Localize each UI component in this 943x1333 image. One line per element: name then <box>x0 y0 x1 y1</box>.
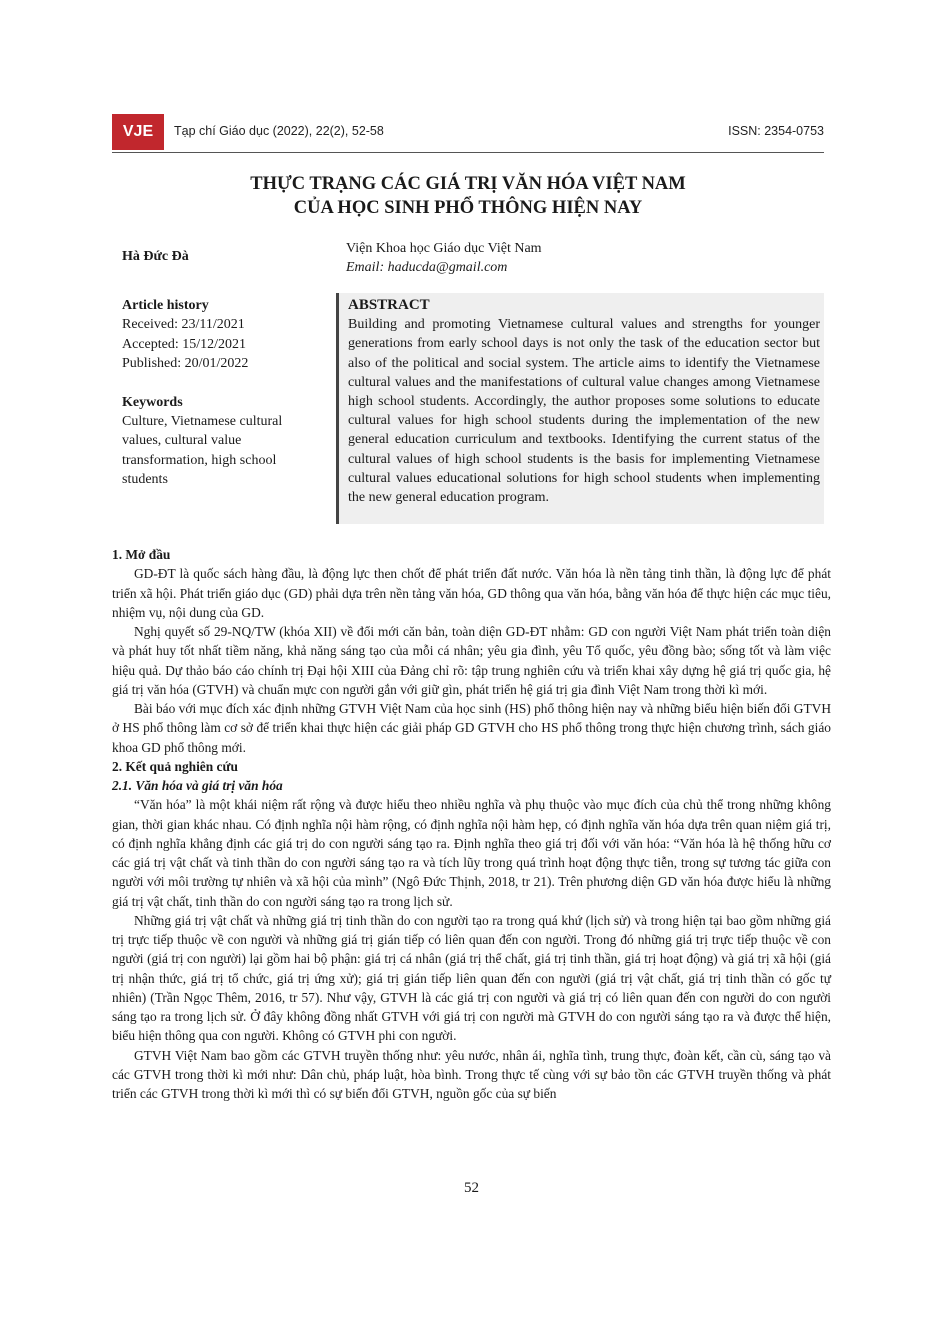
abstract-text: Building and promoting Vietnamese cultural values and strengths for younger generations from early school days is not only the task of the education sector but also of the political and social system. The article aims to identify the Vietnamese cultural values and the manifestations of cultural value changes among Vietnamese high school students. Accordingly, the author proposes some solutions to educate cultural values for high school students during the implementation of the new general education curriculum and textbooks. Identifying the current status of the cultural values of high school students is the basis for implementing Vietnamese cultural values educational solutions for high school students when implementing the new general education program. <box>348 317 820 506</box>
section-heading-1: 1. Mở đầu <box>112 547 171 562</box>
paragraph: GTVH Việt Nam bao gồm các GTVH truyền thống như: yêu nước, nhân ái, nghĩa tình, trung thực, đoàn kết, cần cù, sáng tạo và các GTVH trong thời kì mới như: Dân chủ, pháp luật, hòa bình. Trong thực tế cùng với sự bảo tồn các GTVH truyền thống và phát triển các GTVH trong thời kì mới thì có sự biến đổi GTVH, nguồn gốc của sự biến <box>112 1047 831 1101</box>
subsection-heading-2-1: 2.1. Văn hóa và giá trị văn hóa <box>112 778 283 793</box>
accepted-date: Accepted: 15/12/2021 <box>122 336 247 352</box>
author-email: Email: haducda@gmail.com <box>346 260 508 275</box>
title-line-1: THỰC TRẠNG CÁC GIÁ TRỊ VĂN HÓA VIỆT NAM <box>250 174 686 194</box>
page-header <box>112 114 824 153</box>
page-number: 52 <box>464 1180 479 1196</box>
article-title <box>112 172 824 220</box>
received-date: Received: 23/11/2021 <box>122 317 245 333</box>
abstract-box <box>336 293 824 524</box>
published-date: Published: 20/01/2022 <box>122 356 249 372</box>
paragraph: Những giá trị vật chất và những giá trị tinh thần do con người tạo ra trong quá khứ (lịch sử) và trong hiện tại bao gồm những giá trị trực tiếp thuộc về con người và những giá trị gián tiếp có liên quan đến con người. Trong đó những giá trị trực tiếp thuộc về con người (giá trị con người) lại gồm hai bộ phận: giá trị cá nhân (giá trị thể chất, giá trị tinh thần, giá trị hoạt động) và giá trị xã hội (giá trị nhận thức, giá trị tổ chức, giá trị ứng xử); giá trị gián tiếp liên quan đến con người (giá trị vật chất, giá trị tinh thần có gốc tự nhiên) (Trần Ngọc Thêm, 2016, tr 57). Như vậy, GTVH là các giá trị con người và giá trị có liên quan đến con người do con người sáng tạo ra trong lịch sử. Ở đây không đồng nhất GTVH với giá trị con người mà GTVH do con người sáng tạo ra và được thể hiện, biểu hiện thông qua con người. Không có GTVH phi con người. <box>112 912 831 1044</box>
journal-citation: Tạp chí Giáo dục (2022), 22(2), 52-58 <box>174 124 384 138</box>
keywords-text: Culture, Vietnamese cultural values, cultural value transformation, high school students <box>122 414 283 488</box>
paragraph: “Văn hóa” là một khái niệm rất rộng và được hiểu theo nhiều nghĩa và phụ thuộc vào mục đích của chủ thể trong những không gian, thời gian khác nhau. Có định nghĩa nội hàm rộng, có định nghĩa nội hàm hẹp, có định nghĩa văn hóa dựa trên quan niệm giá trị, có định nghĩa khẳng định các giá trị do con người sáng tạo ra. Định nghĩa theo giá trị đối với văn hóa: “Văn hóa là hệ thống hữu cơ các giá trị vật chất và tinh thần do con người sáng tạo ra và tích lũy trong quá trình hoạt động thực tiễn, trong sự tương tác giữa con người với môi trường tự nhiên và xã hội của mình” (Ngô Đức Thịnh, 2018, tr 21). Trên phương diện GD văn hóa được hiểu là những giá trị vật chất, tinh thần do con người sáng tạo ra trong lịch sử. <box>112 797 831 909</box>
paragraph: GD-ĐT là quốc sách hàng đầu, là động lực then chốt để phát triển đất nước. Văn hóa là nền tảng tinh thần, là động lực để phát triển xã hội. Phát triển giáo dục (GD) phải dựa trên nền tảng văn hóa, GD thông qua văn hóa, bằng văn hóa để thực hiện các mục tiêu, nhiệm vụ, nội dung của GD. <box>112 566 831 620</box>
article-info <box>122 296 312 490</box>
author-name: Hà Đức Đà <box>122 249 189 264</box>
author-affiliation-block <box>346 239 542 277</box>
abstract-heading: ABSTRACT <box>348 297 430 313</box>
journal-logo: VJE <box>112 114 164 150</box>
title-line-2: CỦA HỌC SINH PHỔ THÔNG HIỆN NAY <box>293 198 643 218</box>
paragraph: Bài báo với mục đích xác định những GTVH Việt Nam của học sinh (HS) phổ thông hiện nay và những biểu hiện biến đổi GTVH ở HS phổ thông làm cơ sở để triển khai thực hiện các giải pháp GD GTVH cho HS phổ thông trong thực hiện chương trình, sách giáo khoa GD phổ thông mới. <box>112 701 831 755</box>
section-heading-2: 2. Kết quả nghiên cứu <box>112 758 238 774</box>
article-body <box>112 545 831 1103</box>
affiliation: Viện Khoa học Giáo dục Việt Nam <box>346 241 542 256</box>
history-heading: Article history <box>122 298 209 313</box>
keywords-heading: Keywords <box>122 394 183 410</box>
issn: ISSN: 2354-0753 <box>728 124 824 138</box>
paragraph: Nghị quyết số 29-NQ/TW (khóa XII) về đổi mới căn bản, toàn diện GD-ĐT nhằm: GD con người Việt Nam phát triển toàn diện và phát huy tốt nhất tiềm năng, khả năng sáng tạo của mỗi cá nhân; yêu gia đình, yêu Tổ quốc, yêu đồng bào; sống tốt và làm việc hiệu quả. Dự thảo báo cáo chính trị Đại hội XIII của Đảng chỉ rõ: tập trung nghiên cứu và triển khai xây dựng hệ giá trị quốc gia, hệ giá trị văn hóa (GTVH) và chuẩn mực con người gắn với giữ gìn, phát triển hệ giá trị gia đình Việt Nam trong thời kì mới. <box>112 624 831 697</box>
